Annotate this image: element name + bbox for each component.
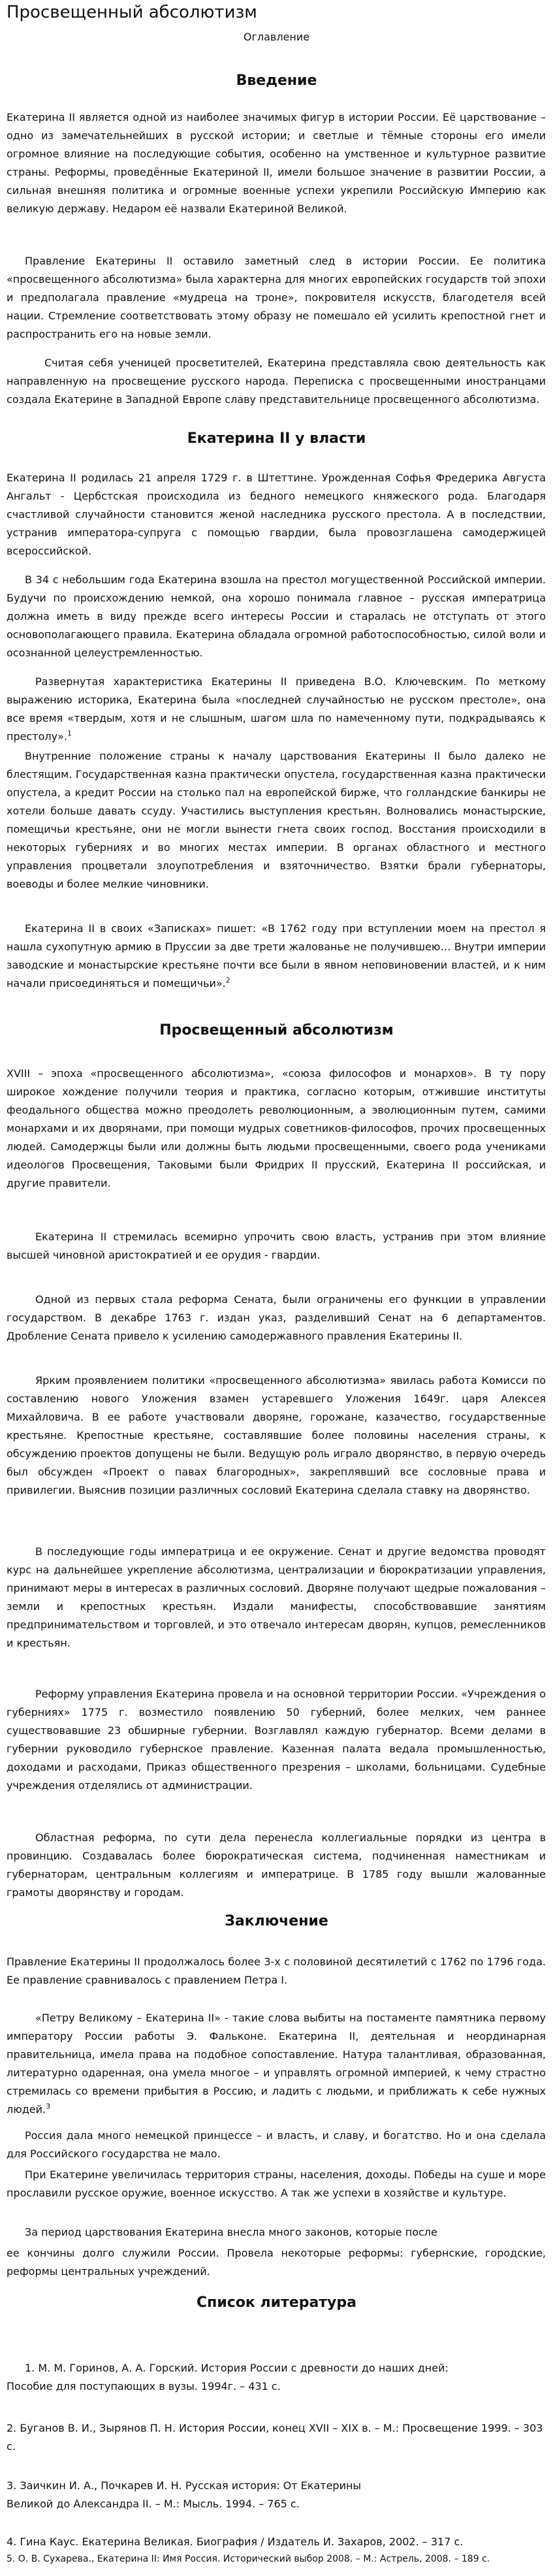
power-paragraph-1: Екатерина II родилась 21 апреля 1729 г. в Штеттине. Урожденная Софья Фредерика Августа Ангальт - Цербстская происходила из бедного немецкого княжеского рода. Благодаря счастливой случайности становится женой наследника русского престола. А в последствии, устранив императора-супруга с помощью гвардии, была провозглашена самодержицей всероссийской. <box>7 472 546 557</box>
absolutism-paragraph-3: Одной из первых стала реформа Сената, были ограничены его функции в управлении государством. В декабре 1763 г. издан указ, разделивший Сенат на 6 департаментов. Дробление Сената привело к усилению самодержавного правления Екатерины II. <box>7 1293 546 1342</box>
reference-item: Великой до Александра II. – М.: Мысль. 1994. – 765 с. <box>7 2498 300 2510</box>
absolutism-paragraph-1: XVIII – эпоха «просвещенного абсолютизма», «союза философов и монархов». В ту пору широкое хождение получили теория и практика, согласно которым, отжившие институты феодального общества можно преодолеть революционным, а эволюционным путем, самими монархами и их дворянами, при помощи мудрых советников-философов, прочих просвещенных людей. Самодержцы были или должны быть людьми просвещенными, своего рода учениками идеологов Просвещения, Таковыми были Фридрих II прусский, Екатерина II российская, и другие правители. <box>7 1067 546 1189</box>
power-paragraph-3-text: Развернутая характеристика Екатерины II приведена В.О. Ключевским. По меткому выражению историка, Екатерина была «последней случайностью не русском престоле», она все время «твердым, хотя и не слышным, шагом шла по намеченному пути, подкрадываясь к престолу». <box>7 675 546 743</box>
conclusion-paragraph-4: При Екатерине увеличилась территория страны, населения, доходы. Победы на суше и море прославили русское оружие, военное искусство. А так же успехи в хозяйстве и культуре. <box>7 2168 546 2199</box>
heading-enlightened-absolutism: Просвещенный абсолютизм <box>159 1022 394 1038</box>
reference-item: 3. Заичкин И. А., Почкарев И. Н. Русская история: От Екатерины <box>7 2479 362 2492</box>
document-title: Просвещенный абсолютизм <box>7 3 257 22</box>
footnote-ref-1[interactable]: 1 <box>67 729 72 738</box>
power-paragraph-5 <box>7 920 546 993</box>
footnote-ref-3[interactable]: 3 <box>46 2102 51 2111</box>
conclusion-paragraph-6: ее кончины долго служили России. Провела некоторые реформы: губернские, городские, реформы центральных учреждений. <box>7 2247 546 2278</box>
reference-item: 2. Буганов В. И., Зырянов П. Н. История России, конец XVII – XIX в. – М.: Просвещение 1999. – 303 с. <box>7 2422 543 2453</box>
power-paragraph-2: В 34 с небольшим года Екатерина взошла на престол могущественной Российской империи. Будучи по происхождению немкой, она хорошо понимала главное – русская императрица должна иметь в виду прежде всего интересы России и старалась не отступать от этого основополагающего правила. Екатерина обладала огромной работоспособностью, силой воли и осознанной целеустремленностью. <box>7 573 546 659</box>
heading-references: Список литература <box>197 2294 356 2311</box>
heading-conclusion: Заключение <box>225 1913 328 1929</box>
reference-item: Пособие для поступающих в вузы. 1994г. – 431 с. <box>7 2380 281 2392</box>
heading-introduction: Введение <box>236 72 317 89</box>
reference-item: 4. Гина Каус. Екатерина Великая. Биография / Издатель И. Захаров, 2002. – 317 с. <box>7 2536 464 2548</box>
conclusion-paragraph-5: За период царствования Екатерина внесла много законов, которые после <box>25 2226 437 2238</box>
power-paragraph-5-text: Екатерина II в своих «Записках» пишет: «В 1762 году при вступлении моем на престол я нашла сухопутную армию в Пруссии за две трети жалованье не получившею… Внутри империи заводские и монастырские крестьяне почти все были в явном неповиновении властей, и к ним начали присоединяться и помещичьи». <box>7 922 546 990</box>
intro-paragraph-2: Правление Екатерины II оставило заметный след в истории России. Ее политика «просвещенного абсолютизма» была характерна для многих европейских государств той эпохи и предполагала правление «мудреца на троне», покровителя искусств, благодетеля всей нации. Стремление соответствовать этому образу не помешало ей усилить крепостной гнет и распространить его на новые земли. <box>7 255 546 340</box>
intro-paragraph-1: Екатерина II является одной из наиболее значимых фигур в истории России. Её царствование – одно из замечательнейших в русской истории; и светлые и тёмные стороны его имели огромное влияние на последующие события, особенно на умственное и культурное развитие страны. Реформы, проведённые Екатериной II, имели большое значение в развитии России, а сильная внешняя политика и огромные военные успехи укрепили Российскую Империю как великую державу. Недаром её назвали Екатериной Великой. <box>7 111 546 215</box>
heading-catherine-in-power: Екатерина II у власти <box>187 430 366 447</box>
conclusion-paragraph-2 <box>7 2009 546 2119</box>
conclusion-paragraph-1: Правление Екатерины II продолжалось более 3-х с половиной десятилетий с 1762 по 1796 года. Ее правление сравнивалось с правлением Петра I. <box>7 1956 546 1986</box>
toc-link[interactable]: Оглавление <box>243 31 310 43</box>
conclusion-paragraph-3: Россия дала много немецкой принцессе – и власть, и славу, и богатство. Но и она сделала для Российского государства не мало. <box>7 2129 546 2160</box>
reference-item: 1. М. М. Горинов, А. А. Горский. История России с древности до наших дней: <box>25 2362 449 2374</box>
power-paragraph-3 <box>7 673 546 746</box>
footnote-ref-2[interactable]: 2 <box>225 976 230 985</box>
absolutism-paragraph-7: Областная реформа, по сути дела перенесла коллегиальные порядки из центра в провинцию. Создавалась более бюрократическая система, подчиненная наместникам и губернаторам, центральным коллегиям и императрице. В 1785 году вышли жалованные грамоты дворянству и городам. <box>7 1831 546 1899</box>
reference-item: 5. О. В. Сухарева., Екатерина II: Имя Россия. Исторический выбор 2008. – М.: Астрель, 2008. – 189 с. <box>7 2554 490 2564</box>
intro-paragraph-3: Считая себя ученицей просветителей, Екатерина представляла свою деятельность как направленную на просвещение русского народа. Переписка с просвещенными иностранцами создала Екатерине в Западной Европе славу представительнице просвещенного абсолютизма. <box>7 357 546 406</box>
power-paragraph-4: Внутренние положение страны к началу царствования Екатерины II было далеко не блестящим. Государственная казна практически опустела, государственная казна практически опустела, а кредит России на столько пал на европейской бирже, что голландские банкиры не хотели больше давать ссуду. Участились выступления крестьян. Волновались монастырские, помещичьи крестьяне, они не могли вынести гнета своих господ. Восстания происходили в некоторых губерниях и во многих местах империи. В органах областного и местного управления процветали злоупотребления и взяточничество. Взятки брали губернаторы, воеводы и более мелкие чиновники. <box>7 750 546 890</box>
absolutism-paragraph-2: Екатерина II стремилась всемирно упрочить свою власть, устранив при этом влияние высшей чиновной аристократией и ее орудия - гвардии. <box>7 1231 546 1261</box>
absolutism-paragraph-6: Реформу управления Екатерина провела и на основной территории России. «Учреждения о губерниях» 1775 г. возместило появлению 50 губерний, более мелких, чем раннее существовавшие 23 обширные губернии. Возглавлял каждую губернатор. Всеми делами в губернии руководило губернское правление. Казенная палата ведала промышленностью, доходами и расходами, Приказ общественного презрения – школами, больницами. Судебные учреждения отделялись от администрации. <box>7 1688 546 1792</box>
conclusion-paragraph-2-text: «Петру Великому – Екатерина II» - такие слова выбиты на постаменте памятника первому императору России работы Э. Фальконе. Екатерина II, деятельная и неординарная правительница, имела права на подобное сопоставление. Натура талантливая, образованная, литературно одаренная, она умела многое – и управлять огромной империей, к чему страстно стремилась со времени прибытия в Россию, и ладить с людьми, и приближать к себе нужных людей. <box>7 2012 546 2116</box>
absolutism-paragraph-5: В последующие годы императрица и ее окружение. Сенат и другие ведомства проводят курс на дальнейшее укрепление абсолютизма, централизации и бюрократизации управления, принимают меры в интересах в различных сословий. Дворяне получают щедрые пожалования – земли и крепостных крестьян. Издали манифесты, способствовавшие занятиям предпринимательством и торговлей, и это отвечало интересам дворян, купцов, ремесленников и крестьян. <box>7 1545 546 1649</box>
absolutism-paragraph-4: Ярким проявлением политики «просвещенного абсолютизма» явилась работа Комисси по составлению нового Уложения взамен устаревшего Уложения 1649г. царя Алексея Михайловича. В ее работе участвовали дворяне, горожане, казачество, государственные крестьяне. Крепостные крестьяне, составлявшие более половины населения страны, к обсуждению проектов допущены не были. Ведущую роль играло дворянство, в первую очередь был обсужден «Проект о павах благородных», закреплявший все сословные права и привилегии. Выяснив позиции различных сословий Екатерина сделала ставку на дворянство. <box>7 1374 546 1496</box>
